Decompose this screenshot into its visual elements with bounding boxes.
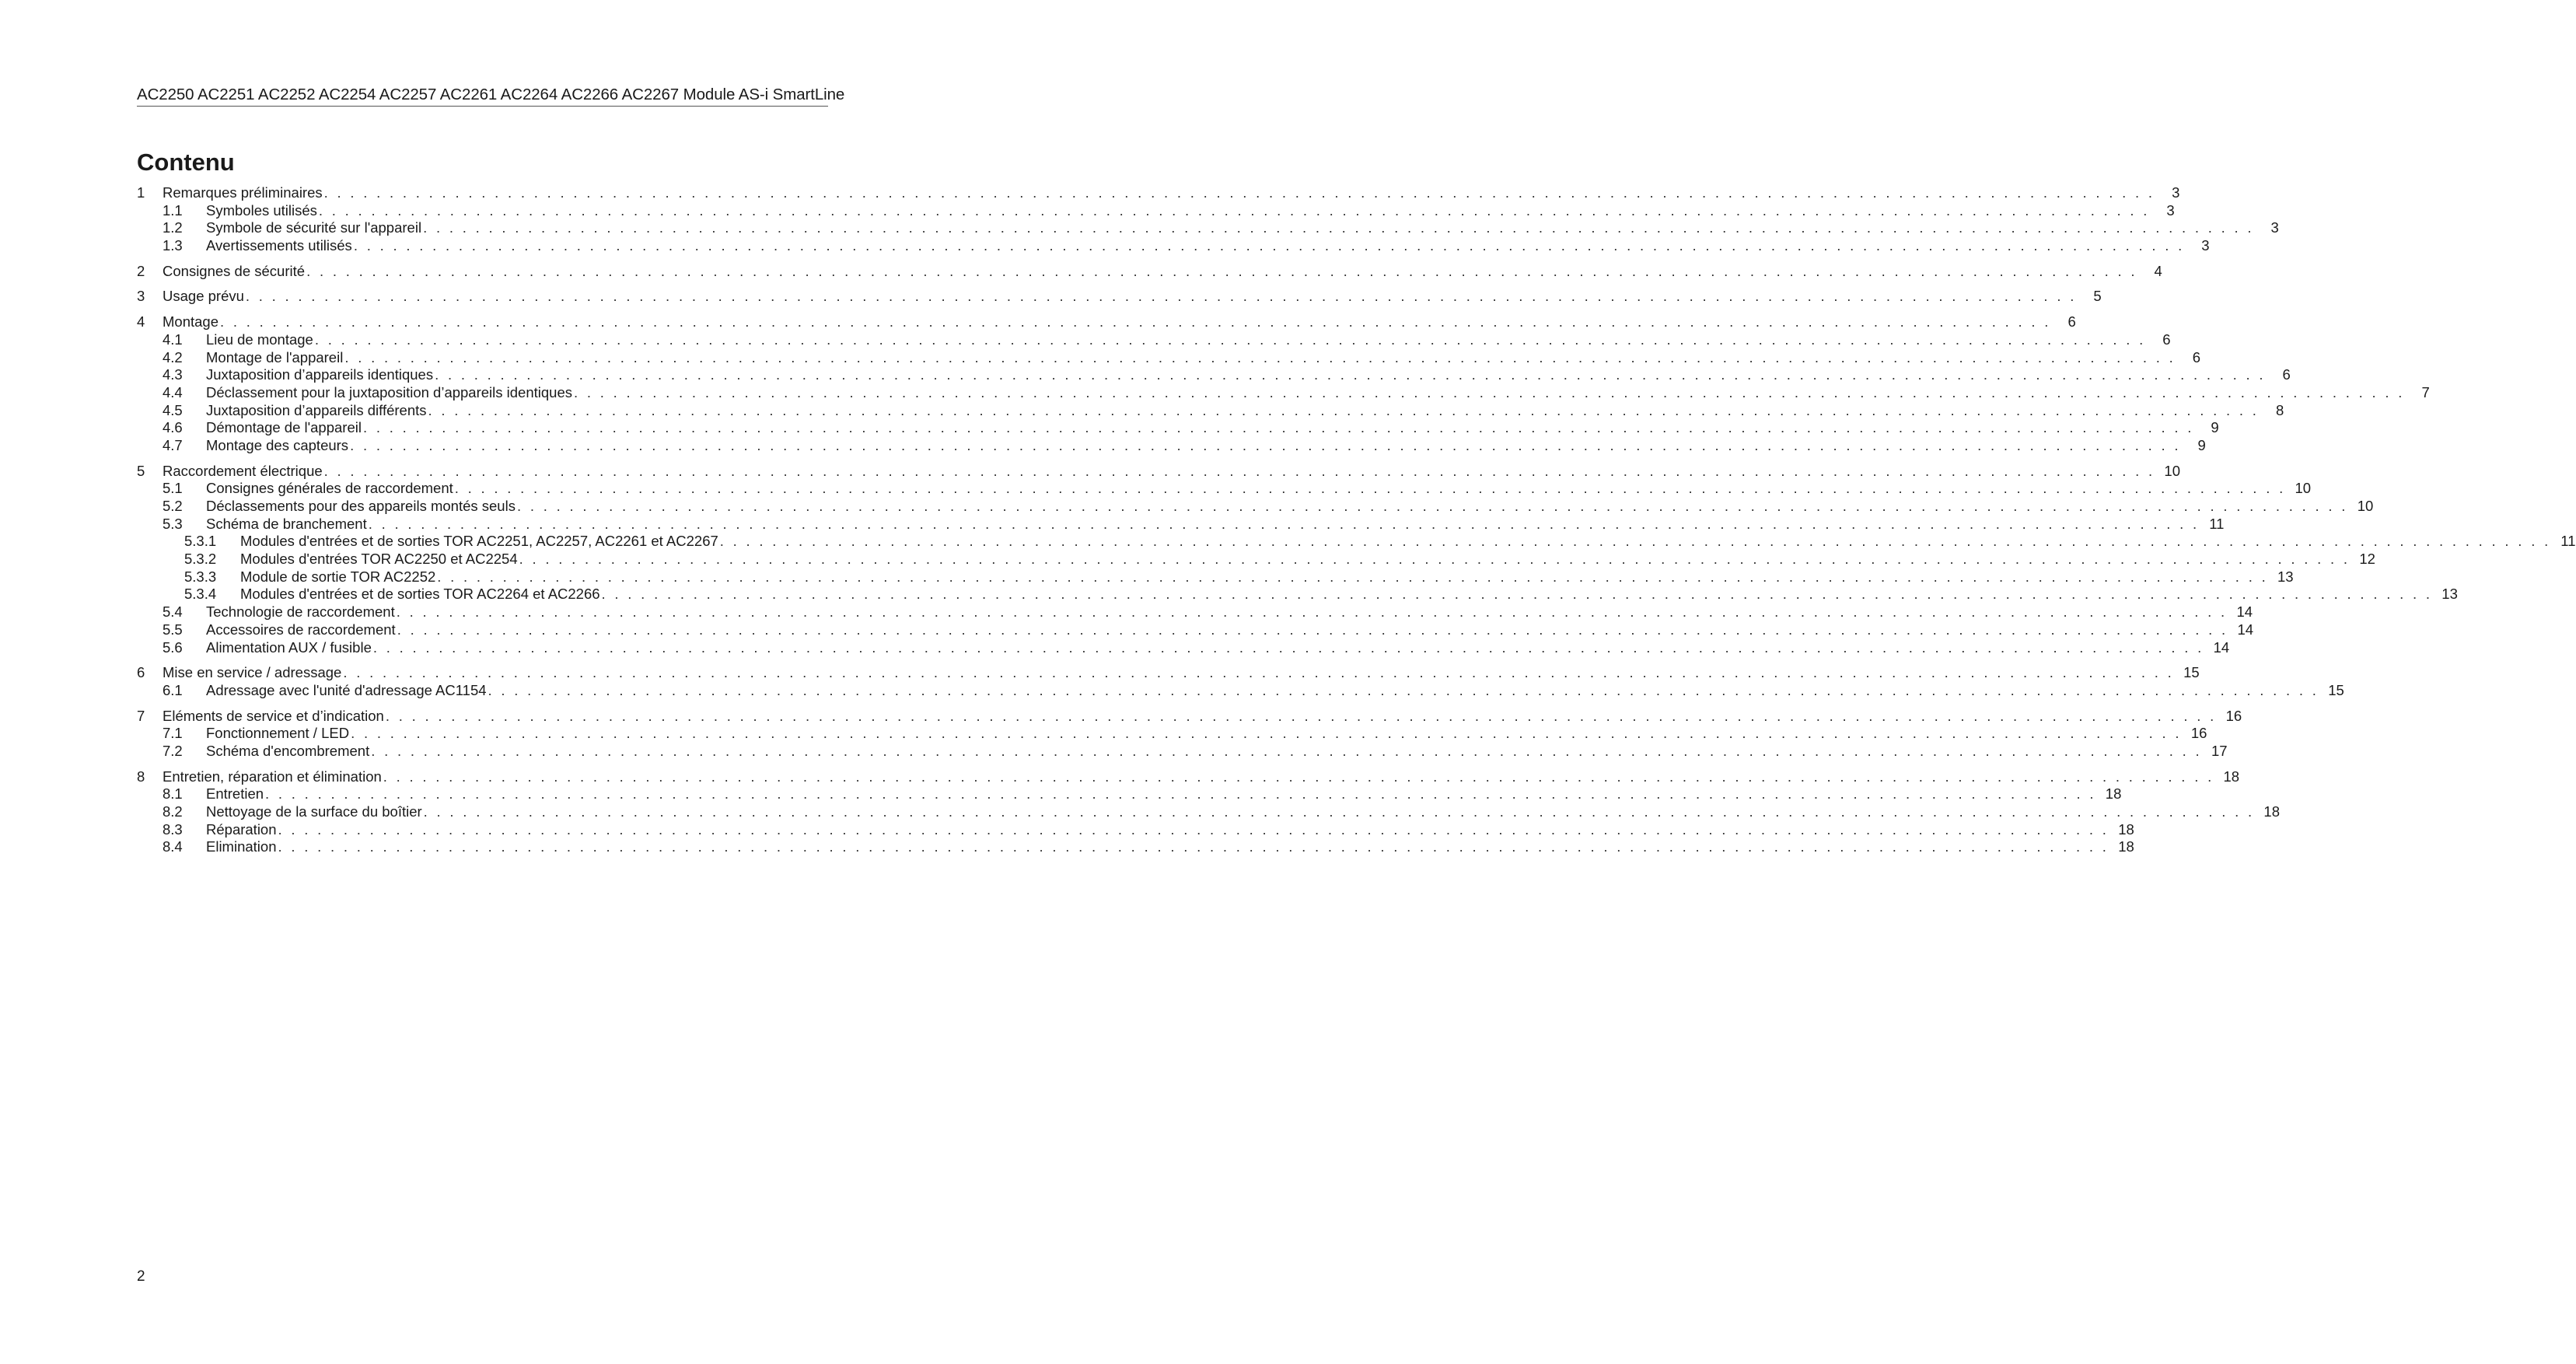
toc-entry-label: Usage prévu xyxy=(163,288,244,305)
toc-entry-line xyxy=(206,820,2134,839)
toc-entry-page: 3 xyxy=(2172,184,2180,201)
toc-entry-page: 7 xyxy=(2421,383,2430,400)
toc-entry-number: 8.2 xyxy=(163,803,183,820)
toc-entry-label: Montage de l'appareil xyxy=(206,348,344,365)
toc-entry-line xyxy=(206,838,2134,856)
toc-entry[interactable] xyxy=(137,586,2458,603)
toc-entry-number: 4.4 xyxy=(163,383,183,400)
toc-dot-leader: . . . . . . . . . . . . . . . . . . . . . . . . . . . . . . . . . . . . . . . . . . . . . . . . . . . . . . . . . . . . . . . . . . . . . . . . . . . . . . . . . . . . . . . . . . . . . . . . . . . . . . . . . . . . . . . . . . . . . . . . . . . . . . . . . . . . . . . . . . . . xyxy=(383,768,2214,785)
toc-entry-page: 3 xyxy=(2270,219,2279,236)
toc-entry-page: 13 xyxy=(2277,568,2294,585)
toc-entry-label: Symboles utilisés xyxy=(206,201,317,219)
toc-dot-leader: . . . . . . . . . . . . . . . . . . . . . . . . . . . . . . . . . . . . . . . . . . . . . . . . . . . . . . . . . . . . . . . . . . . . . . . . . . . . . . . . . . . . . . . . . . . . . . . . . . . . . . . . . . . . . . . . . . . . . . . . . . . . . . . . . . . . . . . . . . . . xyxy=(454,480,2286,497)
toc-entry-line xyxy=(206,219,2279,237)
toc-entry-number: 1.1 xyxy=(163,201,183,219)
toc-entry-label: Avertissements utilisés xyxy=(206,237,352,254)
page-title: Contenu xyxy=(137,149,235,176)
toc-entry-page: 14 xyxy=(2236,603,2253,621)
toc-entry-label: Nettoyage de la surface du boîtier xyxy=(206,803,422,820)
toc-dot-leader: . . . . . . . . . . . . . . . . . . . . . . . . . . . . . . . . . . . . . . . . . . . . . . . . . . . . . . . . . . . . . . . . . . . . . . . . . . . . . . . . . . . . . . . . . . . . . . . . . . . . . . . . . . . . . . . . . . . . . . . . . . . . . . . . . . . . . . . . . . . . xyxy=(488,681,2319,698)
toc-entry-label: Modules d'entrées TOR AC2250 et AC2254 xyxy=(240,551,518,568)
toc-entry-label: Consignes générales de raccordement xyxy=(206,480,453,497)
toc-entry-line xyxy=(163,707,2242,726)
toc-entry-page: 8 xyxy=(2275,401,2284,418)
toc-dot-leader: . . . . . . . . . . . . . . . . . . . . . . . . . . . . . . . . . . . . . . . . . . . . . . . . . . . . . . . . . . . . . . . . . . . . . . . . . . . . . . . . . . . . . . . . . . . . . . . . . . . . . . . . . . . . . . . . . . . . . . . . . . . . . . . . . . . . . . . . . . . . xyxy=(323,184,2155,201)
table-of-contents xyxy=(137,184,2576,856)
toc-entry-page: 5 xyxy=(2093,288,2102,305)
toc-dot-leader: . . . . . . . . . . . . . . . . . . . . . . . . . . . . . . . . . . . . . . . . . . . . . . . . . . . . . . . . . . . . . . . . . . . . . . . . . . . . . . . . . . . . . . . . . . . . . . . . . . . . . . . . . . . . . . . . . . . . . . . . . . . . . . . . . . . . . . . . . . . . xyxy=(371,742,2202,759)
toc-entry-number: 1 xyxy=(137,184,145,201)
toc-entry-number: 5.3.4 xyxy=(184,586,217,603)
toc-entry-line xyxy=(206,681,2344,700)
toc-entry-number: 4.3 xyxy=(163,366,183,383)
toc-dot-leader: . . . . . . . . . . . . . . . . . . . . . . . . . . . . . . . . . . . . . . . . . . . . . . . . . . . . . . . . . . . . . . . . . . . . . . . . . . . . . . . . . . . . . . . . . . . . . . . . . . . . . . . . . . . . . . . . . . . . . . . . . . . . . . . . . . . . . . . . . . . . xyxy=(353,237,2185,254)
toc-dot-leader: . . . . . . . . . . . . . . . . . . . . . . . . . . . . . . . . . . . . . . . . . . . . . . . . . . . . . . . . . . . . . . . . . . . . . . . . . . . . . . . . . . . . . . . . . . . . . . . . . . . . . . . . . . . . . . . . . . . . . . . . . . . . . . . . . . . . . . . . . . . . xyxy=(323,462,2155,479)
toc-entry-number: 4.2 xyxy=(163,348,183,365)
toc-entry-line xyxy=(206,480,2312,498)
toc-entry-page: 17 xyxy=(2211,742,2228,759)
toc-entry[interactable] xyxy=(137,348,2201,367)
toc-entry-label: Entretien, réparation et élimination xyxy=(163,768,382,785)
toc-dot-leader: . . . . . . . . . . . . . . . . . . . . . . . . . . . . . . . . . . . . . . . . . . . . . . . . . . . . . . . . . . . . . . . . . . . . . . . . . . . . . . . . . . . . . . . . . . . . . . . . . . . . . . . . . . . . . . . . . . . . . . . . . . . . . . . . . . . . . . . . . . . . xyxy=(265,785,2096,803)
toc-entry[interactable] xyxy=(137,184,2180,202)
toc-entry-page: 3 xyxy=(2166,201,2175,219)
toc-dot-leader: . . . . . . . . . . . . . . . . . . . . . . . . . . . . . . . . . . . . . . . . . . . . . . . . . . . . . . . . . . . . . . . . . . . . . . . . . . . . . . . . . . . . . . . . . . . . . . . . . . . . . . . . . . . . . . . . . . . . . . . . . . . . . . . . . . . . . . . . . . . . xyxy=(516,498,2348,514)
toc-dot-leader: . . . . . . . . . . . . . . . . . . . . . . . . . . . . . . . . . . . . . . . . . . . . . . . . . . . . . . . . . . . . . . . . . . . . . . . . . . . . . . . . . . . . . . . . . . . . . . . . . . . . . . . . . . . . . . . . . . . . . . . . . . . . . . . . . . . . . . . . . . . . xyxy=(306,262,2137,279)
toc-entry-label: Accessoires de raccordement xyxy=(206,621,396,638)
toc-entry-page: 6 xyxy=(2192,348,2201,365)
toc-entry-label: Mise en service / adressage xyxy=(163,664,342,681)
toc-entry-number: 6.1 xyxy=(163,681,183,698)
toc-entry[interactable] xyxy=(137,742,2228,761)
toc-entry-number: 4.5 xyxy=(163,401,183,418)
toc-entry-page: 10 xyxy=(2164,462,2180,479)
toc-entry-label: Déclassements pour des appareils montés seuls xyxy=(206,498,516,514)
toc-entry-page: 18 xyxy=(2263,803,2280,820)
toc-entry-page: 16 xyxy=(2190,725,2207,742)
toc-dot-leader: . . . . . . . . . . . . . . . . . . . . . . . . . . . . . . . . . . . . . . . . . . . . . . . . . . . . . . . . . . . . . . . . . . . . . . . . . . . . . . . . . . . . . . . . . . . . . . . . . . . . . . . . . . . . . . . . . . . . . . . . . . . . . . . . . . . . . . . . . . . . xyxy=(396,603,2228,621)
toc-entry[interactable] xyxy=(137,820,2134,839)
toc-dot-leader: . . . . . . . . . . . . . . . . . . . . . . . . . . . . . . . . . . . . . . . . . . . . . . . . . . . . . . . . . . . . . . . . . . . . . . . . . . . . . . . . . . . . . . . . . . . . . . . . . . . . . . . . . . . . . . . . . . . . . . . . . . . . . . . . . . . . . . . . . . . . xyxy=(601,586,2433,603)
toc-entry-number: 5.5 xyxy=(163,621,183,638)
toc-entry-number: 8.1 xyxy=(163,785,183,803)
toc-entry-label: Symbole de sécurité sur l'appareil xyxy=(206,219,422,236)
toc-entry-page: 4 xyxy=(2154,262,2162,279)
toc-entry[interactable] xyxy=(137,621,2254,639)
toc-entry-number: 7.1 xyxy=(163,725,183,742)
toc-entry-page: 10 xyxy=(2295,480,2312,497)
toc-entry-line xyxy=(206,603,2253,621)
toc-entry-page: 18 xyxy=(2223,768,2240,785)
toc-entry-line xyxy=(240,551,2375,568)
toc-dot-leader: . . . . . . . . . . . . . . . . . . . . . . . . . . . . . . . . . . . . . . . . . . . . . . . . . . . . . . . . . . . . . . . . . . . . . . . . . . . . . . . . . . . . . . . . . . . . . . . . . . . . . . . . . . . . . . . . . . . . . . . . . . . . . . . . . . . . . . . . . . . . xyxy=(368,515,2200,532)
toc-entry-label: Fonctionnement / LED xyxy=(206,725,350,742)
toc-entry-page: 15 xyxy=(2183,664,2200,681)
toc-entry-number: 6 xyxy=(137,664,145,681)
header-text: AC2250 AC2251 AC2252 AC2254 AC2257 AC2261 AC2264 AC2266 AC2267 Module AS-i SmartLine xyxy=(137,86,845,103)
toc-dot-leader: . . . . . . . . . . . . . . . . . . . . . . . . . . . . . . . . . . . . . . . . . . . . . . . . . . . . . . . . . . . . . . . . . . . . . . . . . . . . . . . . . . . . . . . . . . . . . . . . . . . . . . . . . . . . . . . . . . . . . . . . . . . . . . . . . . . . . . . . . . . . xyxy=(437,568,2269,585)
toc-entry-page: 18 xyxy=(2105,785,2122,803)
toc-entry-page: 12 xyxy=(2359,551,2375,568)
toc-entry[interactable] xyxy=(137,707,2242,726)
toc-entry-line xyxy=(206,742,2228,761)
toc-dot-leader: . . . . . . . . . . . . . . . . . . . . . . . . . . . . . . . . . . . . . . . . . . . . . . . . . . . . . . . . . . . . . . . . . . . . . . . . . . . . . . . . . . . . . . . . . . . . . . . . . . . . . . . . . . . . . . . . . . . . . . . . . . . . . . . . . . . . . . . . . . . . xyxy=(350,436,2181,453)
toc-dot-leader: . . . . . . . . . . . . . . . . . . . . . . . . . . . . . . . . . . . . . . . . . . . . . . . . . . . . . . . . . . . . . . . . . . . . . . . . . . . . . . . . . . . . . . . . . . . . . . . . . . . . . . . . . . . . . . . . . . . . . . . . . . . . . . . . . . . . . . . . . . . . xyxy=(385,707,2217,724)
toc-entry[interactable] xyxy=(137,498,2374,516)
toc-dot-leader: . . . . . . . . . . . . . . . . . . . . . . . . . . . . . . . . . . . . . . . . . . . . . . . . . . . . . . . . . . . . . . . . . . . . . . . . . . . . . . . . . . . . . . . . . . . . . . . . . . . . . . . . . . . . . . . . . . . . . . . . . . . . . . . . . . . . . . . . . . . . xyxy=(362,419,2194,436)
toc-entry-page: 11 xyxy=(2209,515,2225,532)
toc-entry-label: Juxtaposition d’appareils identiques xyxy=(206,366,434,383)
toc-entry-label: Modules d'entrées et de sorties TOR AC2264 et AC2266 xyxy=(240,586,600,603)
toc-entry-line xyxy=(206,366,2291,384)
toc-entry[interactable] xyxy=(137,838,2134,856)
toc-dot-leader: . . . . . . . . . . . . . . . . . . . . . . . . . . . . . . . . . . . . . . . . . . . . . . . . . . . . . . . . . . . . . . . . . . . . . . . . . . . . . . . . . . . . . . . . . . . . . . . . . . . . . . . . . . . . . . . . . . . . . . . . . . . . . . . . . . . . . . . . . . . . xyxy=(220,313,2051,331)
toc-entry-page: 16 xyxy=(2225,707,2242,724)
toc-entry[interactable] xyxy=(137,237,2210,255)
toc-entry-number: 8.3 xyxy=(163,820,183,838)
toc-dot-leader: . . . . . . . . . . . . . . . . . . . . . . . . . . . . . . . . . . . . . . . . . . . . . . . . . . . . . . . . . . . . . . . . . . . . . . . . . . . . . . . . . . . . . . . . . . . . . . . . . . . . . . . . . . . . . . . . . . . . . . . . . . . . . . . . . . . . . . . . . . . . xyxy=(245,288,2077,305)
toc-dot-leader: . . . . . . . . . . . . . . . . . . . . . . . . . . . . . . . . . . . . . . . . . . . . . . . . . . . . . . . . . . . . . . . . . . . . . . . . . . . . . . . . . . . . . . . . . . . . . . . . . . . . . . . . . . . . . . . . . . . . . . . . . . . . . . . . . . . . . . . . . . . . xyxy=(318,201,2150,219)
toc-entry-number: 8.4 xyxy=(163,838,183,855)
toc-entry-line xyxy=(206,383,2430,402)
toc-entry-number: 5.3.2 xyxy=(184,551,217,568)
toc-dot-leader: . . . . . . . . . . . . . . . . . . . . . . . . . . . . . . . . . . . . . . . . . . . . . . . . . . . . . . . . . . . . . . . . . . . . . . . . . . . . . . . . . . . . . . . . . . . . . . . . . . . . . . . . . . . . . . . . . . . . . . . . . . . . . . . . . . . . . . . . . . . . xyxy=(372,638,2204,656)
toc-entry-page: 9 xyxy=(2197,436,2206,453)
toc-entry[interactable] xyxy=(137,480,2312,498)
toc-entry[interactable] xyxy=(137,603,2253,621)
toc-dot-leader: . . . . . . . . . . . . . . . . . . . . . . . . . . . . . . . . . . . . . . . . . . . . . . . . . . . . . . . . . . . . . . . . . . . . . . . . . . . . . . . . . . . . . . . . . . . . . . . . . . . . . . . . . . . . . . . . . . . . . . . . . . . . . . . . . . . . . . . . . . . . xyxy=(428,401,2260,418)
toc-entry-label: Montage des capteurs xyxy=(206,436,349,453)
toc-entry-line xyxy=(163,768,2240,786)
toc-entry-line xyxy=(240,533,2576,551)
toc-entry-label: Remarques préliminaires xyxy=(163,184,323,201)
toc-entry-number: 5.3 xyxy=(163,515,183,532)
toc-entry[interactable] xyxy=(137,681,2344,700)
toc-entry[interactable] xyxy=(137,515,2225,533)
toc-entry-label: Schéma d'encombrement xyxy=(206,742,370,759)
toc-entry-line xyxy=(206,201,2175,220)
toc-entry-number: 5.1 xyxy=(163,480,183,497)
toc-entry[interactable] xyxy=(137,262,2162,281)
toc-entry[interactable] xyxy=(137,725,2207,743)
toc-entry-line xyxy=(206,725,2207,743)
toc-entry-label: Lieu de montage xyxy=(206,331,313,348)
toc-entry-label: Eléments de service et d’indication xyxy=(163,707,384,724)
toc-entry-label: Juxtaposition d’appareils différents xyxy=(206,401,427,418)
toc-entry[interactable] xyxy=(137,568,2294,586)
toc-entry[interactable] xyxy=(137,436,2206,455)
toc-entry-number: 8 xyxy=(137,768,145,785)
toc-entry-page: 14 xyxy=(2237,621,2254,638)
toc-entry-page: 10 xyxy=(2357,498,2374,514)
toc-entry-number: 4.6 xyxy=(163,419,183,436)
toc-entry-number: 4.1 xyxy=(163,331,183,348)
toc-entry-number: 4 xyxy=(137,313,145,331)
toc-dot-leader: . . . . . . . . . . . . . . . . . . . . . . . . . . . . . . . . . . . . . . . . . . . . . . . . . . . . . . . . . . . . . . . . . . . . . . . . . . . . . . . . . . . . . . . . . . . . . . . . . . . . . . . . . . . . . . . . . . . . . . . . . . . . . . . . . . . . . . . . . . . . xyxy=(278,820,2109,838)
toc-entry-line xyxy=(206,237,2210,255)
toc-entry-label: Alimentation AUX / fusible xyxy=(206,638,372,656)
toc-entry[interactable] xyxy=(137,638,2230,657)
toc-dot-leader: . . . . . . . . . . . . . . . . . . . . . . . . . . . . . . . . . . . . . . . . . . . . . . . . . . . . . . . . . . . . . . . . . . . . . . . . . . . . . . . . . . . . . . . . . . . . . . . . . . . . . . . . . . . . . . . . . . . . . . . . . . . . . . . . . . . . . . . . . . . . xyxy=(435,366,2266,383)
toc-entry-line xyxy=(206,803,2280,821)
toc-entry-line xyxy=(206,515,2225,533)
toc-dot-leader: . . . . . . . . . . . . . . . . . . . . . . . . . . . . . . . . . . . . . . . . . . . . . . . . . . . . . . . . . . . . . . . . . . . . . . . . . . . . . . . . . . . . . . . . . . . . . . . . . . . . . . . . . . . . . . . . . . . . . . . . . . . . . . . . . . . . . . . . . . . . xyxy=(519,551,2351,568)
toc-dot-leader: . . . . . . . . . . . . . . . . . . . . . . . . . . . . . . . . . . . . . . . . . . . . . . . . . . . . . . . . . . . . . . . . . . . . . . . . . . . . . . . . . . . . . . . . . . . . . . . . . . . . . . . . . . . . . . . . . . . . . . . . . . . . . . . . . . . . . . . . . . . . xyxy=(278,838,2109,855)
toc-entry-line xyxy=(206,638,2230,657)
toc-dot-leader: . . . . . . . . . . . . . . . . . . . . . . . . . . . . . . . . . . . . . . . . . . . . . . . . . . . . . . . . . . . . . . . . . . . . . . . . . . . . . . . . . . . . . . . . . . . . . . . . . . . . . . . . . . . . . . . . . . . . . . . . . . . . . . . . . . . . . . . . . . . . xyxy=(423,219,2254,236)
toc-entry[interactable] xyxy=(137,664,2200,682)
toc-entry-label: Schéma de branchement xyxy=(206,515,367,532)
toc-entry[interactable] xyxy=(137,201,2175,220)
toc-entry-label: Modules d'entrées et de sorties TOR AC2251, AC2257, AC2261 et AC2267 xyxy=(240,533,718,550)
toc-entry-label: Consignes de sécurité xyxy=(163,262,306,279)
toc-entry[interactable] xyxy=(137,785,2122,803)
toc-entry-line xyxy=(206,621,2254,639)
toc-entry-number: 2 xyxy=(137,262,145,279)
toc-entry-page: 13 xyxy=(2441,586,2458,603)
toc-entry-line xyxy=(206,498,2374,516)
toc-entry[interactable] xyxy=(137,313,2076,331)
toc-dot-leader: . . . . . . . . . . . . . . . . . . . . . . . . . . . . . . . . . . . . . . . . . . . . . . . . . . . . . . . . . . . . . . . . . . . . . . . . . . . . . . . . . . . . . . . . . . . . . . . . . . . . . . . . . . . . . . . . . . . . . . . . . . . . . . . . . . . . . . . . . . . . xyxy=(719,533,2551,550)
toc-entry-page: 14 xyxy=(2213,638,2230,656)
toc-entry-number: 5.2 xyxy=(163,498,183,514)
toc-entry[interactable] xyxy=(137,803,2280,821)
toc-entry-label: Déclassement pour la juxtaposition d’appareils identiques xyxy=(206,383,573,400)
toc-entry-page: 6 xyxy=(2067,313,2076,331)
toc-entry[interactable] xyxy=(137,383,2430,402)
toc-entry-page: 9 xyxy=(2211,419,2219,436)
toc-entry[interactable] xyxy=(137,331,2171,349)
toc-entry[interactable] xyxy=(137,419,2219,437)
toc-entry-line xyxy=(163,313,2076,331)
toc-entry-label: Entretien xyxy=(206,785,264,803)
toc-entry-number: 7 xyxy=(137,707,145,724)
toc-entry[interactable] xyxy=(137,219,2279,237)
toc-entry-line xyxy=(240,586,2458,603)
toc-entry-line xyxy=(163,462,2180,481)
toc-dot-leader: . . . . . . . . . . . . . . . . . . . . . . . . . . . . . . . . . . . . . . . . . . . . . . . . . . . . . . . . . . . . . . . . . . . . . . . . . . . . . . . . . . . . . . . . . . . . . . . . . . . . . . . . . . . . . . . . . . . . . . . . . . . . . . . . . . . . . . . . . . . . xyxy=(351,725,2182,742)
toc-entry-label: Démontage de l'appareil xyxy=(206,419,362,436)
toc-entry-label: Adressage avec l'unité d'adressage AC1154 xyxy=(206,681,487,698)
toc-entry[interactable] xyxy=(137,533,2576,551)
toc-entry-page: 11 xyxy=(2560,533,2576,550)
toc-entry-page: 6 xyxy=(2282,366,2291,383)
toc-entry-number: 1.2 xyxy=(163,219,183,236)
page-number: 2 xyxy=(137,1268,145,1285)
toc-entry-line xyxy=(163,664,2200,682)
toc-entry-line xyxy=(206,419,2219,437)
toc-dot-leader: . . . . . . . . . . . . . . . . . . . . . . . . . . . . . . . . . . . . . . . . . . . . . . . . . . . . . . . . . . . . . . . . . . . . . . . . . . . . . . . . . . . . . . . . . . . . . . . . . . . . . . . . . . . . . . . . . . . . . . . . . . . . . . . . . . . . . . . . . . . . xyxy=(397,621,2228,638)
toc-entry-page: 3 xyxy=(2201,237,2210,254)
toc-entry[interactable] xyxy=(137,551,2375,568)
toc-entry[interactable] xyxy=(137,366,2291,384)
toc-entry[interactable] xyxy=(137,462,2180,481)
toc-entry-line xyxy=(240,568,2294,586)
toc-dot-leader: . . . . . . . . . . . . . . . . . . . . . . . . . . . . . . . . . . . . . . . . . . . . . . . . . . . . . . . . . . . . . . . . . . . . . . . . . . . . . . . . . . . . . . . . . . . . . . . . . . . . . . . . . . . . . . . . . . . . . . . . . . . . . . . . . . . . . . . . . . . . xyxy=(343,664,2175,681)
toc-entry-label: Module de sortie TOR AC2252 xyxy=(240,568,436,585)
toc-entry-line xyxy=(163,288,2102,306)
toc-dot-leader: . . . . . . . . . . . . . . . . . . . . . . . . . . . . . . . . . . . . . . . . . . . . . . . . . . . . . . . . . . . . . . . . . . . . . . . . . . . . . . . . . . . . . . . . . . . . . . . . . . . . . . . . . . . . . . . . . . . . . . . . . . . . . . . . . . . . . . . . . . . . xyxy=(423,803,2255,820)
toc-entry-label: Elimination xyxy=(206,838,277,855)
toc-entry-line xyxy=(163,262,2162,281)
toc-entry-line xyxy=(206,785,2122,803)
toc-entry-line xyxy=(206,401,2284,420)
toc-entry-page: 6 xyxy=(2162,331,2171,348)
toc-entry-number: 5.3.3 xyxy=(184,568,217,585)
page-header xyxy=(137,86,845,107)
toc-entry-number: 5 xyxy=(137,462,145,479)
toc-entry-label: Technologie de raccordement xyxy=(206,603,395,621)
toc-entry[interactable] xyxy=(137,768,2240,786)
toc-entry[interactable] xyxy=(137,288,2102,306)
toc-entry-line xyxy=(206,436,2206,455)
toc-entry-page: 18 xyxy=(2118,838,2134,855)
toc-entry-line xyxy=(206,348,2201,367)
toc-entry-number: 5.4 xyxy=(163,603,183,621)
toc-entry-label: Montage xyxy=(163,313,218,331)
toc-entry-label: Raccordement électrique xyxy=(163,462,323,479)
toc-entry[interactable] xyxy=(137,401,2284,420)
toc-dot-leader: . . . . . . . . . . . . . . . . . . . . . . . . . . . . . . . . . . . . . . . . . . . . . . . . . . . . . . . . . . . . . . . . . . . . . . . . . . . . . . . . . . . . . . . . . . . . . . . . . . . . . . . . . . . . . . . . . . . . . . . . . . . . . . . . . . . . . . . . . . . . xyxy=(314,331,2146,348)
toc-entry-page: 18 xyxy=(2118,820,2134,838)
toc-entry-number: 1.3 xyxy=(163,237,183,254)
toc-entry-number: 3 xyxy=(137,288,145,305)
toc-entry-number: 5.6 xyxy=(163,638,183,656)
toc-entry-number: 5.3.1 xyxy=(184,533,217,550)
toc-entry-line xyxy=(206,331,2171,349)
toc-entry-number: 4.7 xyxy=(163,436,183,453)
toc-dot-leader: . . . . . . . . . . . . . . . . . . . . . . . . . . . . . . . . . . . . . . . . . . . . . . . . . . . . . . . . . . . . . . . . . . . . . . . . . . . . . . . . . . . . . . . . . . . . . . . . . . . . . . . . . . . . . . . . . . . . . . . . . . . . . . . . . . . . . . . . . . . . xyxy=(574,383,2405,400)
toc-entry-number: 7.2 xyxy=(163,742,183,759)
toc-dot-leader: . . . . . . . . . . . . . . . . . . . . . . . . . . . . . . . . . . . . . . . . . . . . . . . . . . . . . . . . . . . . . . . . . . . . . . . . . . . . . . . . . . . . . . . . . . . . . . . . . . . . . . . . . . . . . . . . . . . . . . . . . . . . . . . . . . . . . . . . . . . . xyxy=(344,348,2176,365)
toc-entry-label: Réparation xyxy=(206,820,277,838)
toc-entry-page: 15 xyxy=(2328,681,2344,698)
toc-entry-line xyxy=(163,184,2180,202)
